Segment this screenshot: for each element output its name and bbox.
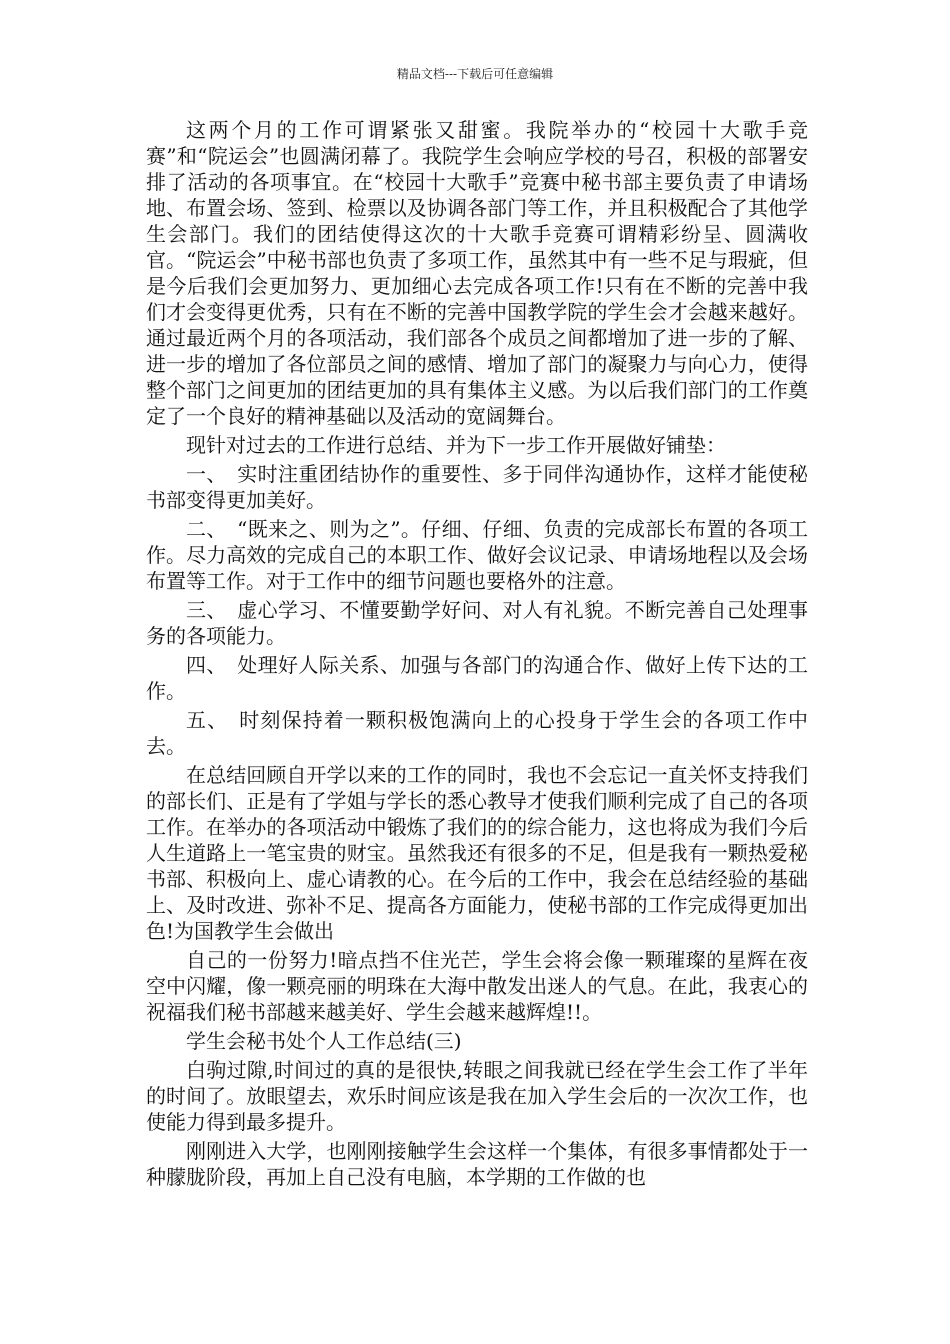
paragraph-summary-lead: 现针对过去的工作进行总结、并为下一步工作开展做好铺垫： — [186, 433, 726, 457]
paragraph-closing: 自己的一份努力!暗点挡不住光芒，学生会将会像一颗璀璨的星辉在夜空中闪耀，像一颗亮丽的明珠在大海中散发出迷人的气息。在此，我衷心的祝福我们秘书部越来越美好、学生会越来越辉煌!!。 — [146, 948, 808, 1024]
page-header: 精品文档---下载后可任意编辑 — [396, 67, 554, 81]
document-body — [146, 117, 808, 1190]
paragraph-section-continued: 刚刚进入大学，也刚刚接触学生会这样一个集体，有很多事情都处于一种朦胧阶段，再加上自己没有电脑，本学期的工作做的也 — [146, 1139, 808, 1189]
paragraph-section-intro: 白驹过隙,时间过的真的是很快,转眼之间我就已经在学生会工作了半年的时间了。放眼望去，欢乐时间应该是我在加入学生会后的一次次工作，也使能力得到最多提升。 — [146, 1058, 808, 1134]
paragraph-point-2: 二、 “既来之、则为之”。仔细、仔细、负责的完成部长布置的各项工作。尽力高效的完成自己的本职工作、做好会议记录、申请场地程以及会场布置等工作。对于工作中的细节问题也要格外的注意。 — [146, 517, 808, 593]
paragraph-point-3: 三、 虚心学习、不懂要勤学好问、对人有礼貌。不断完善自己处理事务的各项能力。 — [146, 598, 808, 648]
paragraph-review: 在总结回顾自开学以来的工作的同时，我也不会忘记一直关怀支持我们的部长们、正是有了学姐与学长的悉心教导才使我们顺利完成了自己的各项工作。在举办的各项活动中锻炼了我们的的综合能力，这也将成为我们今后人生道路上一笔宝贵的财宝。虽然我还有很多的不足，但是我有一颗热爱秘书部、积极向上、虚心请教的心。在今后的工作中，我会在总结经验的基础上、及时改进、弥补不足、提高各方面能力，使秘书部的工作完成得更加出色!为国教学生会做出 — [146, 763, 808, 943]
paragraph-intro: 这两个月的工作可谓紧张又甜蜜。我院举办的“校园十大歌手竞赛”和“院运会”也圆满闭幕了。我院学生会响应学校的号召，积极的部署安排了活动的各项事宜。在“校园十大歌手”竞赛中秘书部主要负责了申请场地、布置会场、签到、检票以及协调各部门等工作，并且积极配合了其他学生会部门。我们的团结使得这次的十大歌手竞赛可谓精彩纷呈、圆满收官。“院运会”中秘书部也负责了多项工作，虽然其中有一些不足与瑕疵，但是今后我们会更加努力、更加细心去完成各项工作!只有在不断的完善中我们才会变得更优秀，只有在不断的完善中国教学院的学生会才会越来越好。通过最近两个月的各项活动，我们部各个成员之间都增加了进一步的了解、进一步的增加了各位部员之间的感情、增加了部门的凝聚力与向心力，使得整个部门之间更加的团结更加的具有集体主义感。为以后我们部门的工作奠定了一个良好的精神基础以及活动的宽阔舞台。 — [146, 118, 808, 428]
paragraph-point-5: 五、 时刻保持着一颗积极饱满向上的心投身于学生会的各项工作中去。 — [146, 708, 808, 758]
paragraph-point-4: 四、 处理好人际关系、加强与各部门的沟通合作、做好上传下达的工作。 — [146, 653, 808, 703]
paragraph-point-1: 一、 实时注重团结协作的重要性、多于同伴沟通协作，这样才能使秘书部变得更加美好。 — [146, 462, 808, 512]
section-title: 学生会秘书处个人工作总结(三) — [186, 1029, 462, 1053]
